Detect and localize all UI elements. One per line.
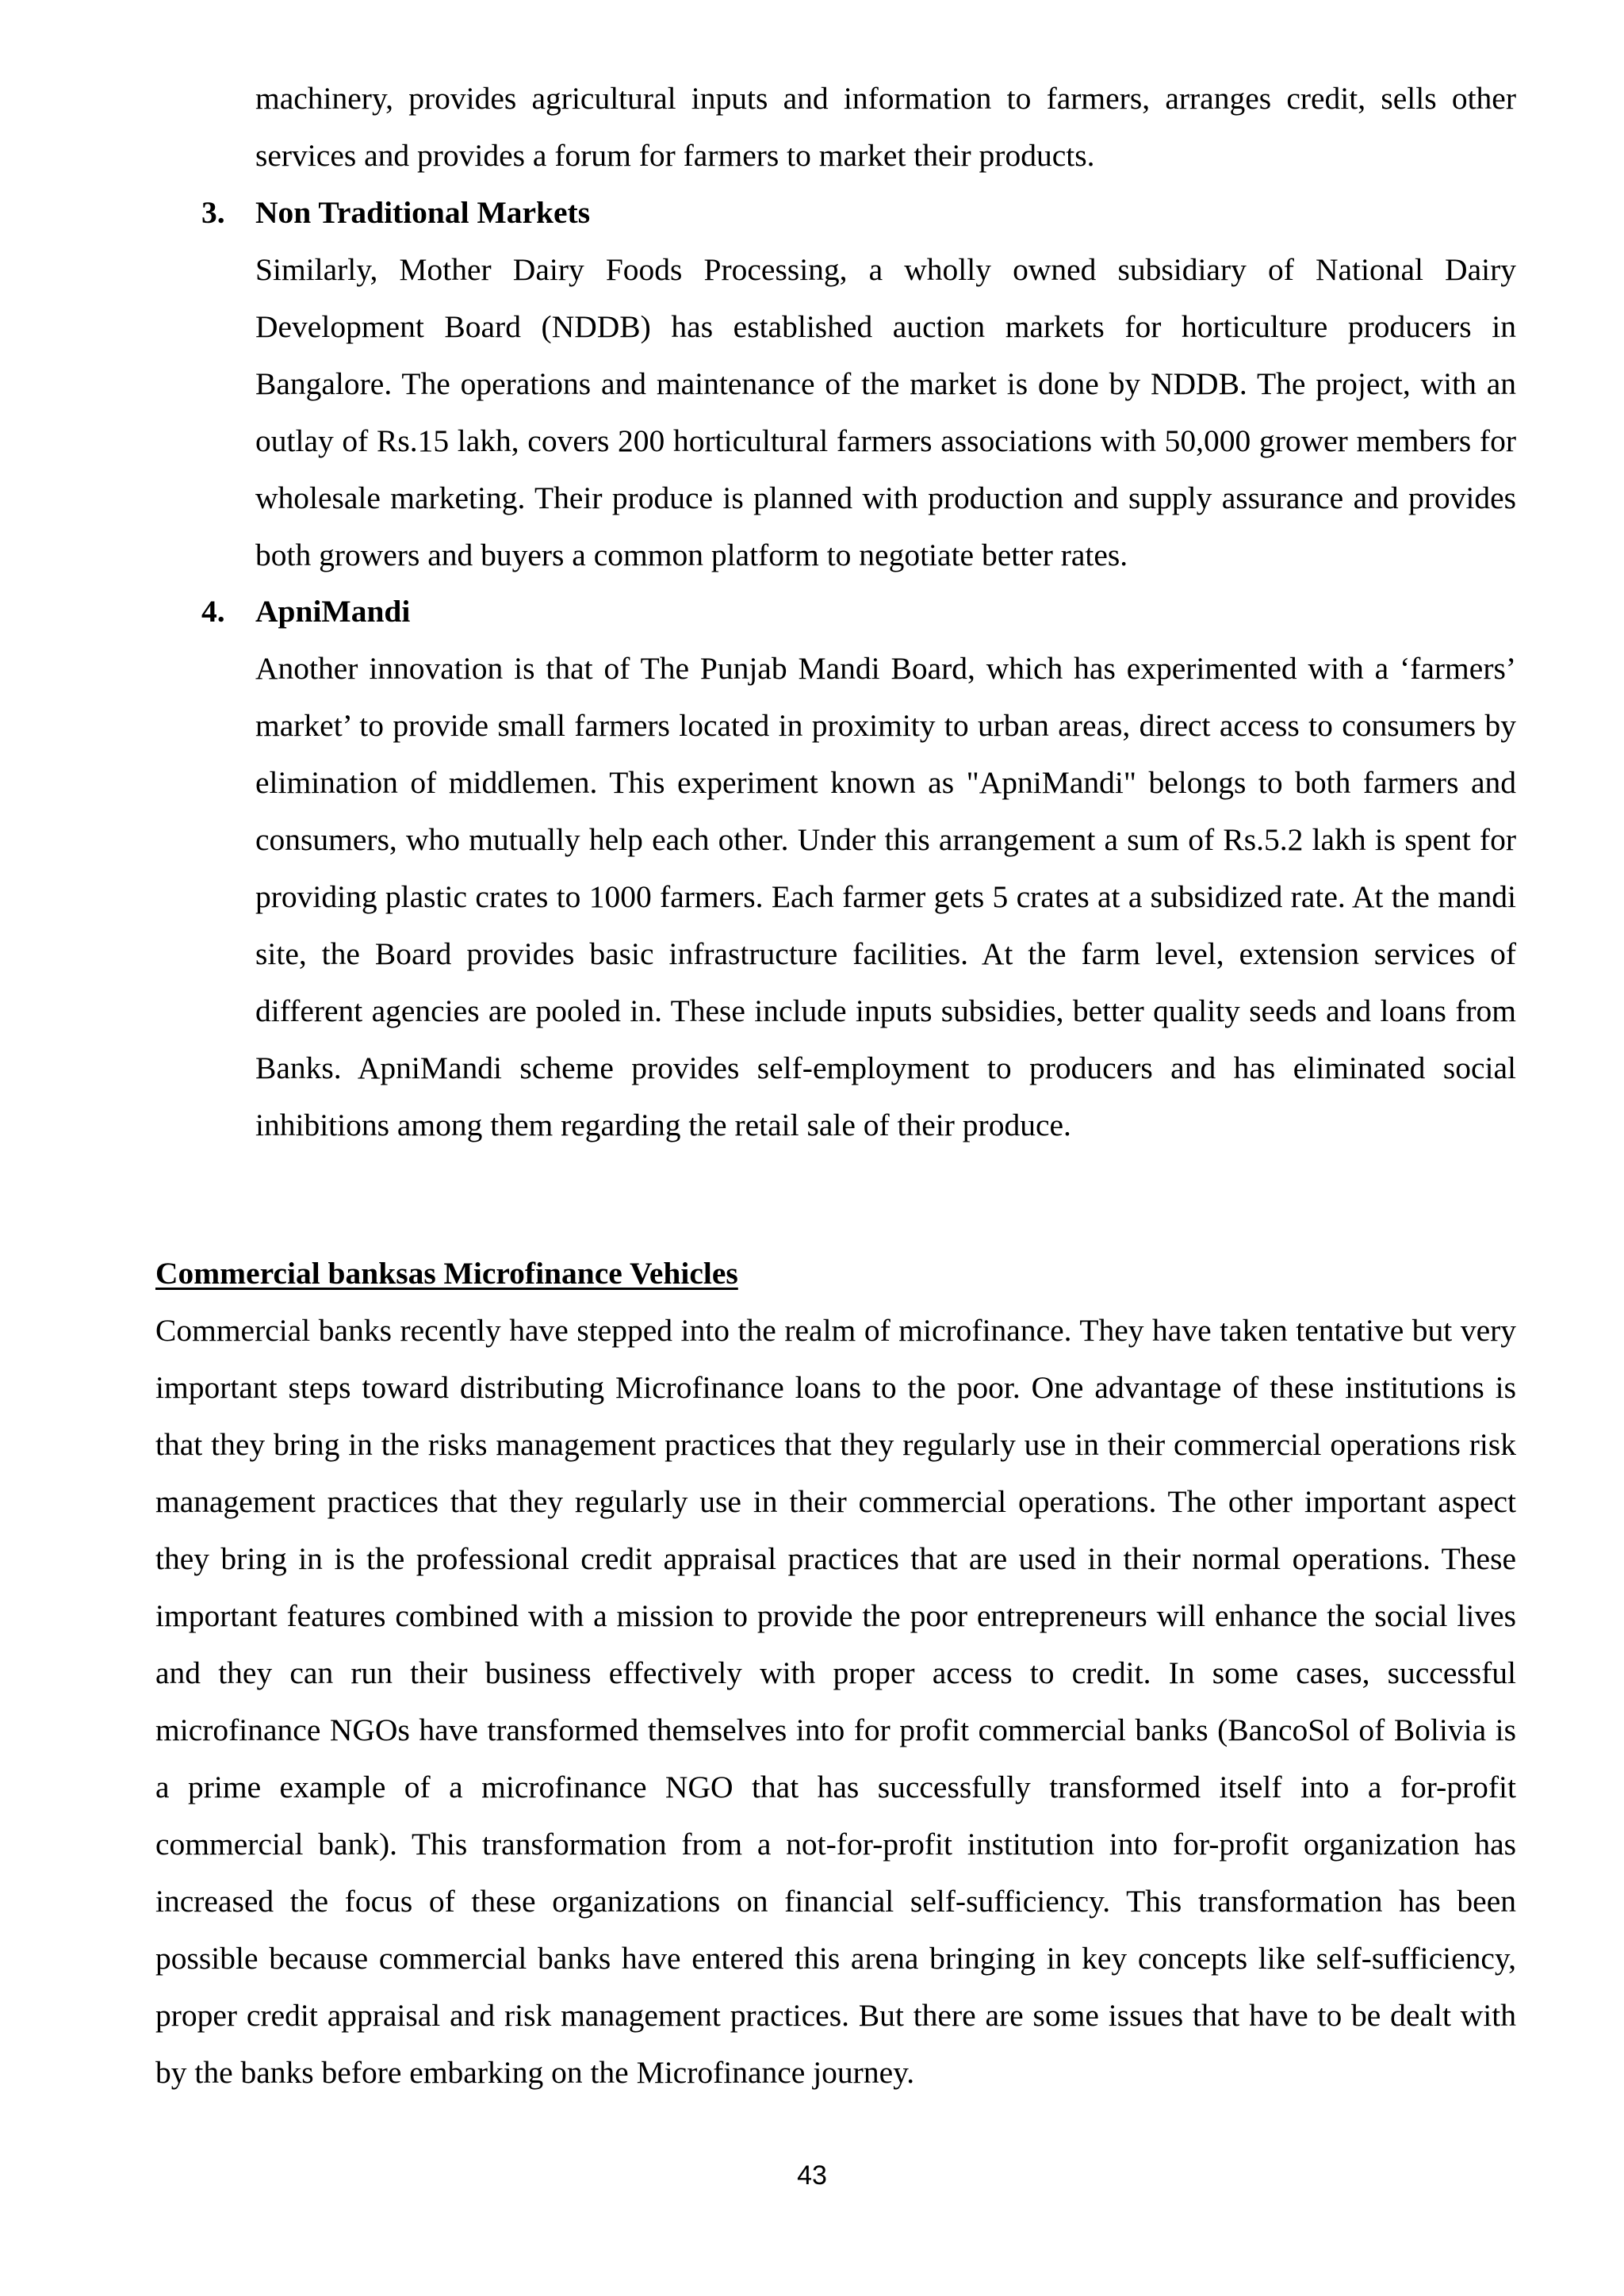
section-paragraph: Commercial banks recently have stepped into the realm of microfinance. They have taken tentative but very important steps toward distributing Microfinance loans to the poor. One advantage of these institutions is that they bring in the risks management practices that they regularly use in their commercial operations risk management practices that they regularly use in their commercial operations. The other important aspect they bring in is the professional credit appraisal practices that are used in their normal operations. These important features combined with a mission to provide the poor entrepreneurs will enhance the social lives and they can run their business effectively with proper access to credit. In some cases, successful microfinance NGOs have transformed themselves into for profit commercial banks (BancoSol of Bolivia is a prime example of a microfinance NGO that has successfully transformed itself into a for-profit commercial bank). This transformation from a not-for-profit institution into for-profit organization has increased the focus of these organizations on financial self-sufficiency. This transformation has been possible because commercial banks have entered this arena bringing in key concepts like self-sufficiency, proper credit appraisal and risk management practices. But there are some issues that have to be dealt with by the banks before embarking on the Microfinance journey.: [155, 1313, 1516, 2090]
intro-paragraph: machinery, provides agricultural inputs and information to farmers, arranges credit, sells other services and provides a forum for farmers to market their products.: [255, 81, 1516, 173]
section-heading: Commercial banksas Microfinance Vehicles: [155, 1256, 738, 1291]
item-4-paragraph: Another innovation is that of The Punjab Mandi Board, which has experimented with a ‘farmers’ market’ to provide small farmers located in proximity to urban areas, direct access to consumers by elimination of middlemen. This experiment known as "ApniMandi" belongs to both farmers and consumers, who mutually help each other. Under this arrangement a sum of Rs.5.2 lakh is spent for providing plastic crates to 1000 farmers. Each farmer gets 5 crates at a subsidized rate. At the mandi site, the Board provides basic infrastructure facilities. At the farm level, extension services of different agencies are pooled in. These include inputs subsidies, better quality seeds and loans from Banks. ApniMandi scheme provides self-employment to producers and has eliminated social inhibitions among them regarding the retail sale of their produce.: [255, 651, 1516, 1142]
page-number: 43: [797, 2160, 827, 2191]
item-3-paragraph: Similarly, Mother Dairy Foods Processing, a wholly owned subsidiary of National Dairy Development Board (NDDB) has established auction markets for horticulture producers in Bangalore. The operations and maintenance of the market is done by NDDB. The project, with an outlay of Rs.15 lakh, covers 200 horticultural farmers associations with 50,000 grower members for wholesale marketing. Their produce is planned with production and supply assurance and provides both growers and buyers a common platform to negotiate better rates.: [255, 252, 1516, 572]
item-4-heading: [201, 583, 410, 640]
item-3-heading: [201, 184, 590, 241]
item-4-title: ApniMandi: [255, 594, 411, 629]
item-3-title: Non Traditional Markets: [255, 195, 591, 230]
item-4-number: 4.: [201, 594, 225, 629]
item-3-number: 3.: [201, 195, 225, 230]
